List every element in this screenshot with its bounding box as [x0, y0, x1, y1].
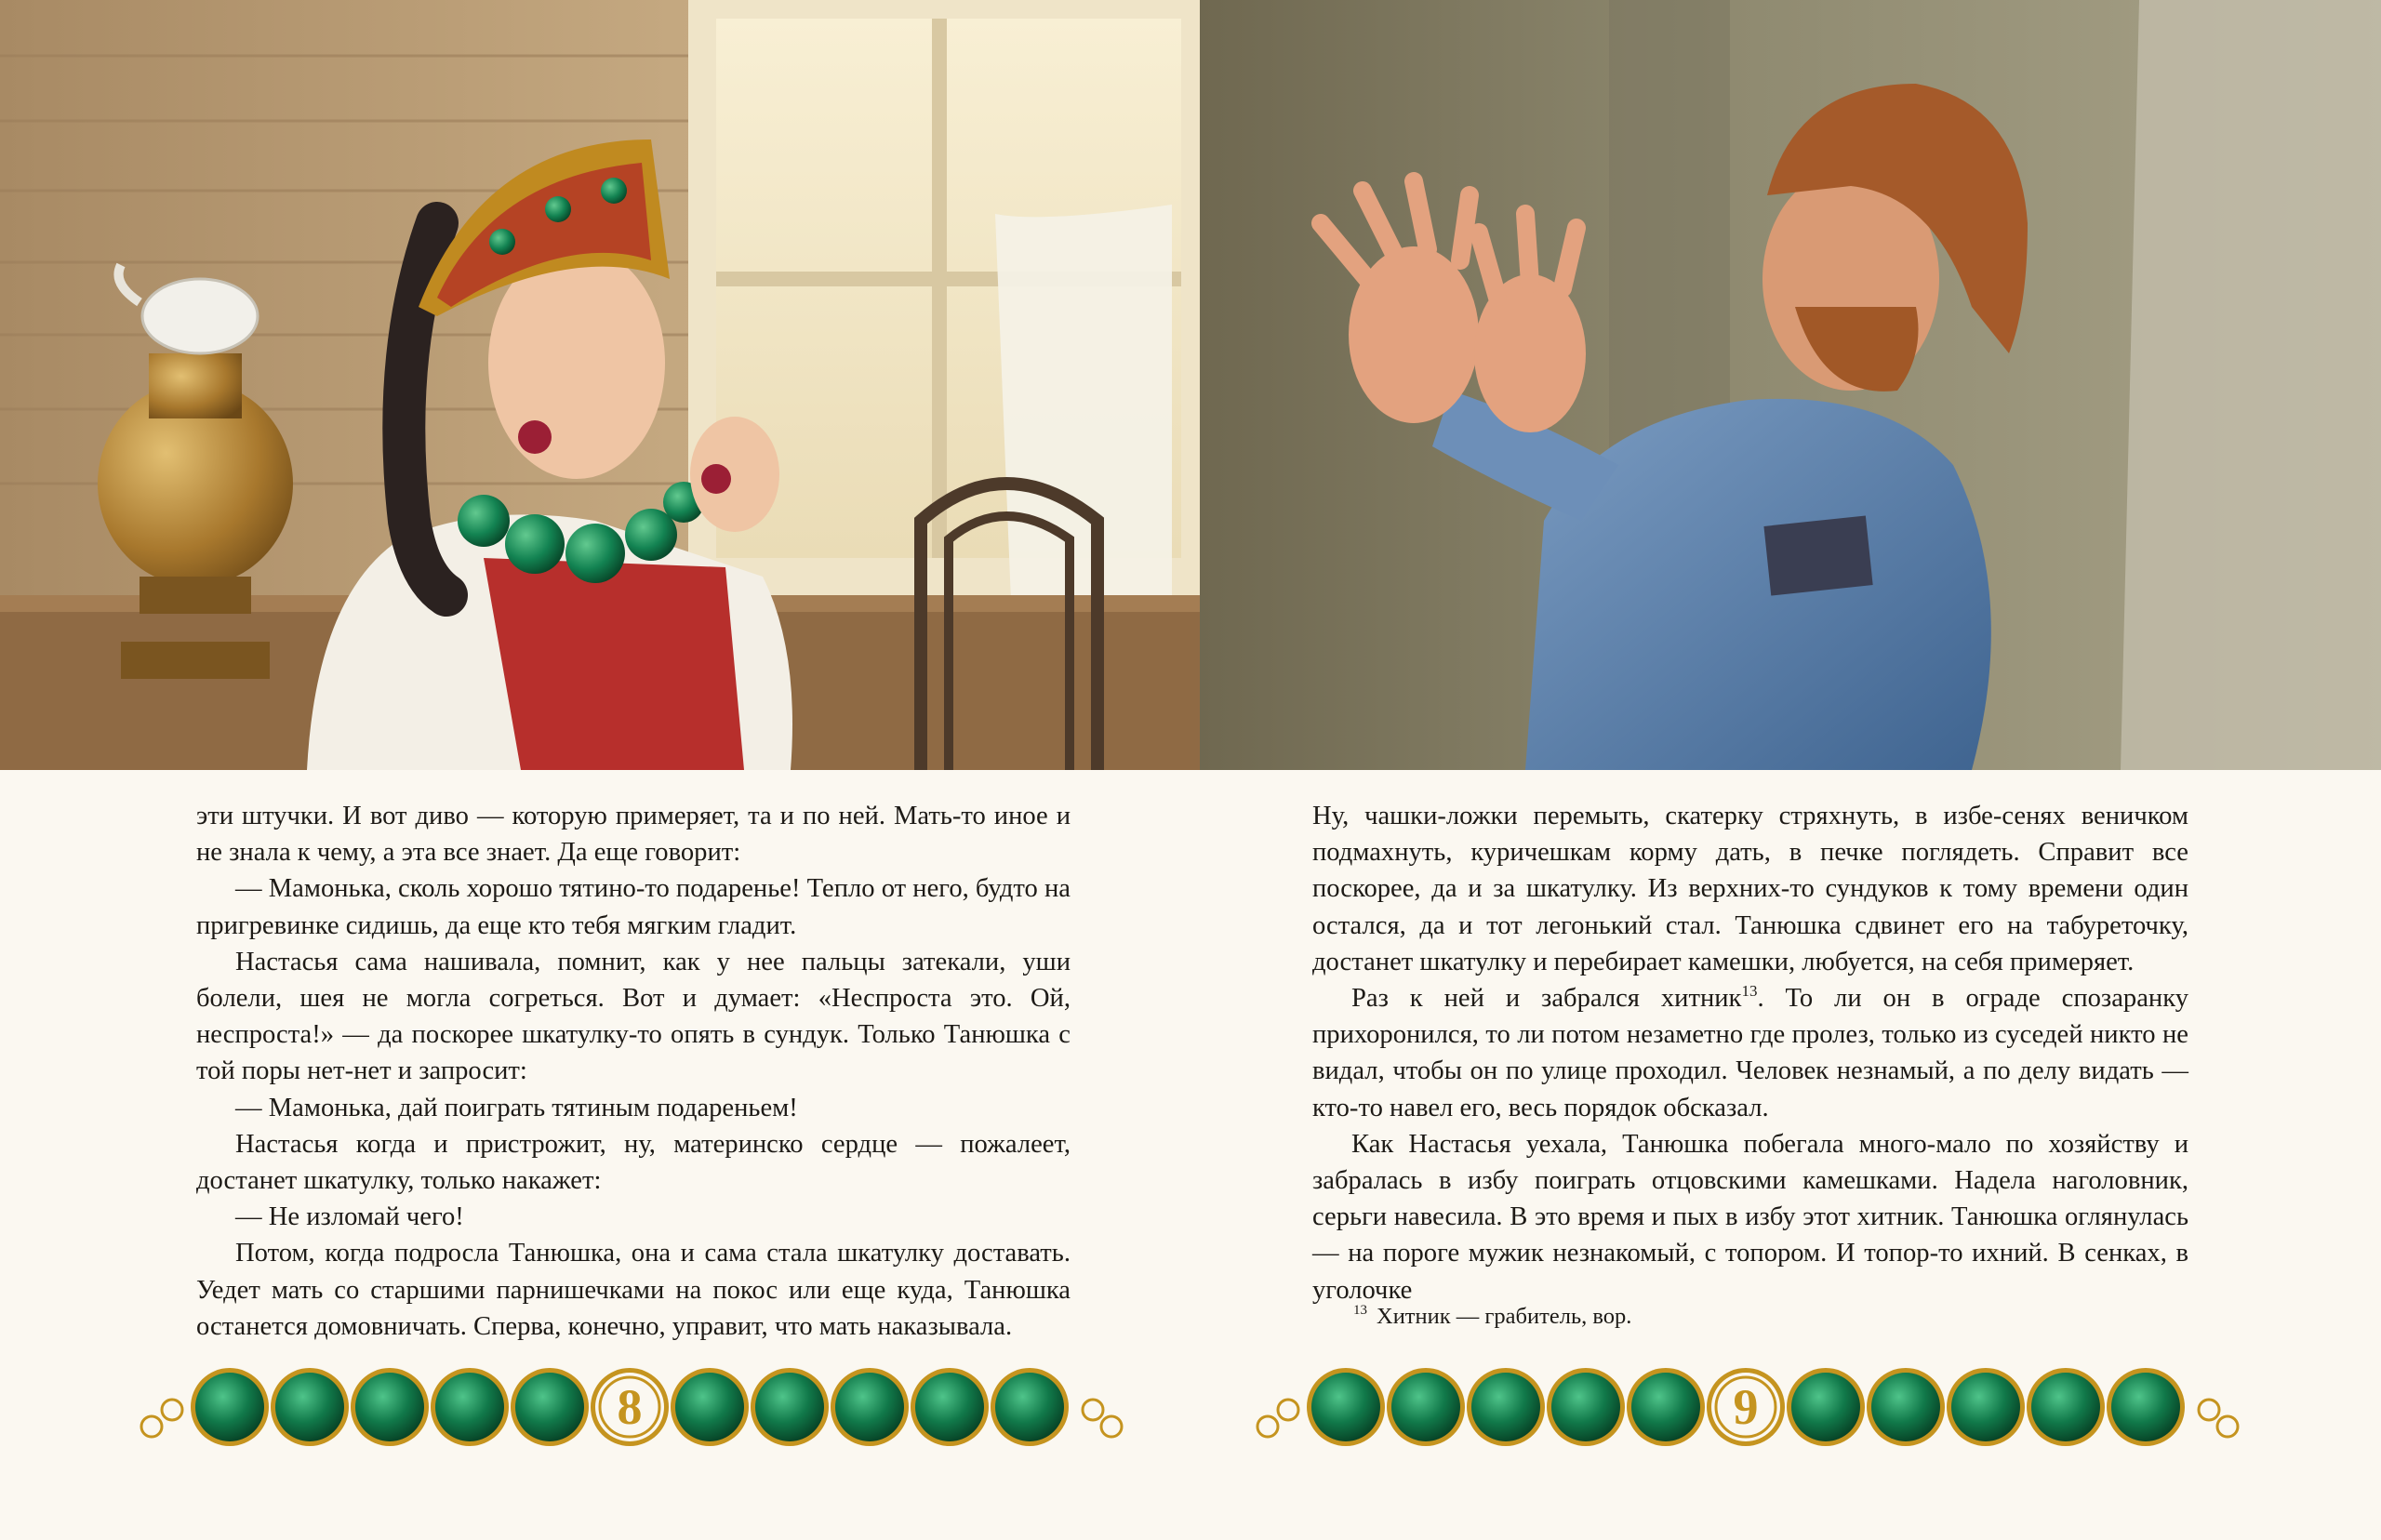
malachite-stone-icon	[1951, 1373, 2020, 1441]
malachite-stone-icon	[2031, 1373, 2100, 1441]
right-page-ornament	[1251, 1356, 2246, 1458]
malachite-stone-icon	[1791, 1373, 1860, 1441]
paragraph: Ну, чашки-ложки перемыть, скатерку стряхнуть, в избе-сенях веничком подмахнуть, куричешкам корму дать, в печке поглядеть. Справит все поскорее, да и за шкатулку. Из верхних-то сундуков к тому времени один остался, да и тот легонький стал. Танюшка сдвинет его на табуреточку, достанет шкатулку и перебирает камешки, любуется, на себя примеряет.	[1312, 802, 2188, 976]
malachite-stone-icon	[1631, 1373, 1700, 1441]
chain-link-icon	[2217, 1416, 2238, 1437]
chain-link-icon	[1083, 1400, 1103, 1420]
footnote-text: Хитник — грабитель, вор.	[1377, 1304, 1632, 1329]
left-page-text	[196, 798, 1071, 1345]
malachite-stone-icon	[675, 1373, 744, 1441]
malachite-stone-icon	[1471, 1373, 1540, 1441]
chain-link-icon	[1278, 1400, 1298, 1420]
paragraph: — Мамонька, сколь хорошо тятино-то подаренье! Тепло от него, будто на пригревинке сидишь, да еще кто тебя мягким гладит.	[196, 874, 1071, 940]
malachite-stone-icon	[435, 1373, 504, 1441]
paragraph: эти штучки. И вот диво — которую примеряет, та и по ней. Мать-то иное и не знала к чему, а эта все знает. Да еще говорит:	[196, 802, 1071, 868]
paragraph: Настасья сама нашивала, помнит, как у нее пальцы затекали, уши болели, шея не могла согреться. Вот и думает: «Неспроста это. Ой, неспроста!» — да поскорее шкатулку-то опять в сундук. Только Танюшка с той поры нет-нет и запросит:	[196, 947, 1071, 1086]
malachite-stone-icon	[915, 1373, 984, 1441]
malachite-stone-icon	[755, 1373, 824, 1441]
malachite-stone-icon	[275, 1373, 344, 1441]
malachite-stone-icon	[355, 1373, 424, 1441]
malachite-stone-icon	[515, 1373, 584, 1441]
malachite-stone-icon	[1311, 1373, 1380, 1441]
footnote-reference: 13	[1741, 982, 1758, 1001]
malachite-stone-icon	[1391, 1373, 1460, 1441]
malachite-stone-icon	[1871, 1373, 1940, 1441]
chain-link-icon	[2199, 1400, 2219, 1420]
chain-link-icon	[141, 1416, 162, 1437]
left-page-ornament	[135, 1356, 1130, 1458]
malachite-stone-icon	[195, 1373, 264, 1441]
malachite-stone-icon	[2111, 1373, 2180, 1441]
footnote	[1312, 1295, 1963, 1332]
malachite-stone-icon	[835, 1373, 904, 1441]
paragraph	[1312, 980, 2188, 1126]
chain-link-icon	[1257, 1416, 1278, 1437]
page-number: 9	[1733, 1379, 1759, 1435]
right-page-text	[1312, 798, 2188, 1308]
footnote-number: 13	[1353, 1303, 1367, 1318]
malachite-stone-icon	[995, 1373, 1064, 1441]
page-number: 8	[617, 1379, 643, 1435]
paragraph: — Мамонька, дай поиграть тятиным подареньем!	[235, 1093, 798, 1122]
paragraph: Настасья когда и пристрожит, ну, материнско сердце — пожалеет, достанет шкатулку, только накажет:	[196, 1129, 1071, 1196]
malachite-stone-icon	[1551, 1373, 1620, 1441]
chain-link-icon	[1101, 1416, 1122, 1437]
paragraph-text: . То ли он в ограде спозаранку прихоронился, то ли потом незаметно где пролез, только из суседей никто не видал, чтобы он по улице проходил. Человек незнамый, а по делу видать — кто-то навел его, весь порядок обсказал.	[1312, 984, 2188, 1122]
paragraph: Потом, когда подросла Танюшка, она и сама стала шкатулку доставать. Уедет мать со старшими парнишечками на покос или еще куда, Танюшка останется домовничать. Сперва, конечно, управит, что мать наказывала.	[196, 1239, 1071, 1341]
paragraph: Как Настасья уехала, Танюшка побегала много-мало по хозяйству и забралась в избу поиграть отцовскими камешками. Надела наголовник, серьги навесила. В это время и пых в избу этот хитник. Танюшка оглянулась — на пороге мужик незнакомый, с топором. И топор-то ихний. В сенках, в уголочке	[1312, 1129, 2188, 1305]
paragraph-text: Раз к ней и забрался хитник	[1351, 984, 1742, 1014]
paragraph: — Не изломай чего!	[235, 1202, 464, 1232]
chain-link-icon	[162, 1400, 182, 1420]
